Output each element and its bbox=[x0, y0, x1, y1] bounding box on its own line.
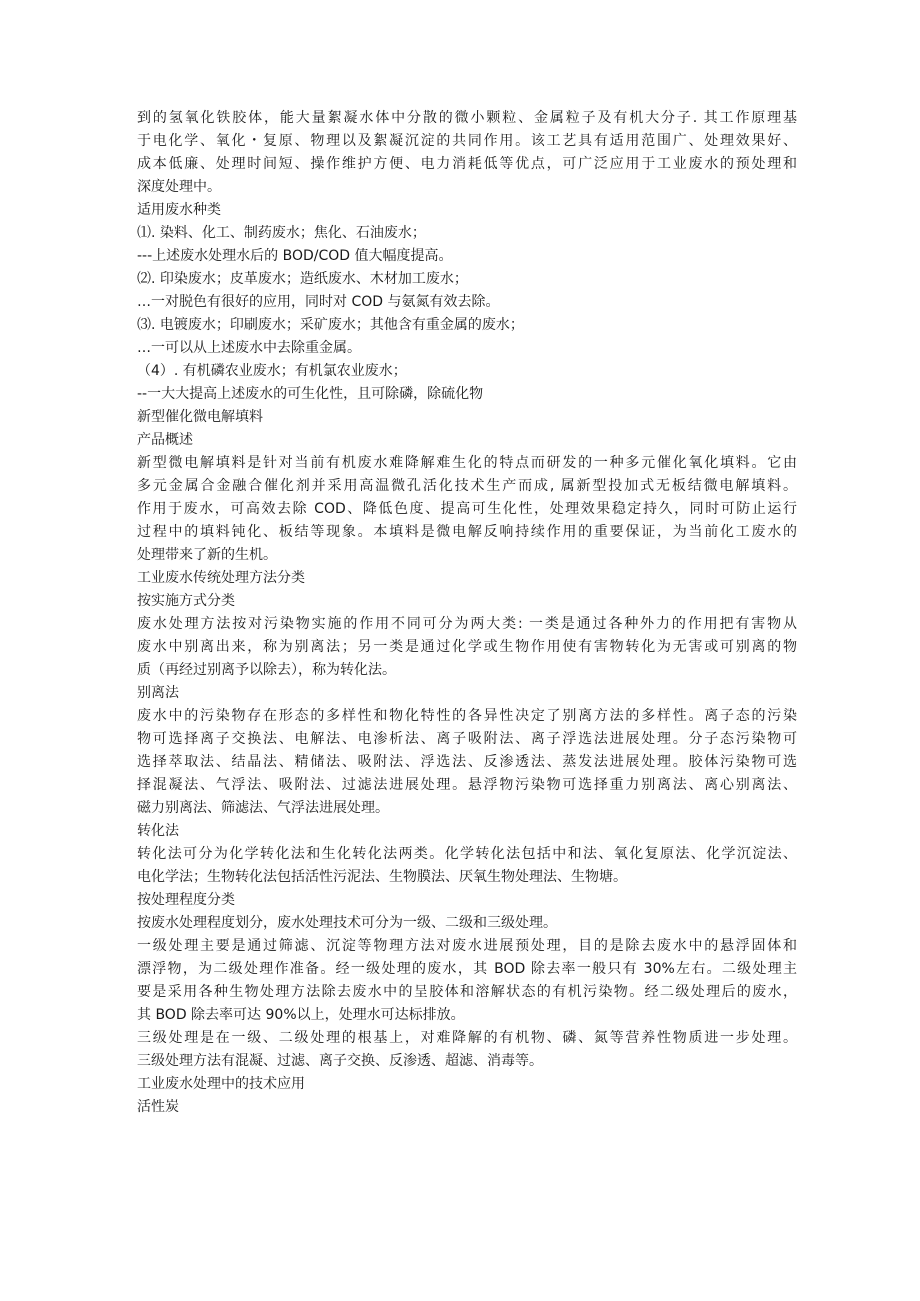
section-heading: 新型催化微电解填料 bbox=[137, 409, 263, 425]
paragraph-line: 成本低廉、处理时间短、操作维护方便、电力消耗低等优点，可广泛应用于工业废水的预处理和 bbox=[137, 156, 797, 172]
paragraph-line: 过程中的填料钝化、板结等现象。本填料是微电解反响持续作用的重要保证，为当前化工废水的 bbox=[137, 524, 797, 540]
section-heading: 产品概述 bbox=[137, 432, 193, 448]
paragraph-line: 处理带来了新的生机。 bbox=[137, 547, 277, 563]
list-item: ⑵. 印染废水；皮革废水；造纸废水、木材加工废水； bbox=[137, 271, 468, 287]
section-heading: 适用废水种类 bbox=[137, 202, 221, 218]
paragraph-line: 到的氢氧化铁胶体，能大量絮凝水体中分散的微小颗粒、金属粒子及有机大分子. 其工作原理基 bbox=[137, 110, 797, 126]
paragraph-line: 废水中别离出来，称为别离法；另一类是通过化学或生物作用使有害物转化为无害或可别离的物 bbox=[137, 639, 797, 655]
section-heading: 别离法 bbox=[137, 685, 179, 701]
paragraph-line: 择混凝法、气浮法、吸附法、过滤法进展处理。悬浮物污染物可选择重力别离法、离心别离法、 bbox=[137, 777, 797, 793]
paragraph-line: 作用于废水，可高效去除 COD、降低色度、提高可生化性，处理效果稳定持久，同时可防止运行 bbox=[137, 501, 797, 517]
paragraph-line: 废水处理方法按对污染物实施的作用不同可分为两大类: 一类是通过各种外力的作用把有害物从 bbox=[137, 616, 797, 632]
paragraph-line: 其 BOD 除去率可达 90%以上，处理水可达标排放。 bbox=[137, 1007, 465, 1023]
paragraph-line: 选择萃取法、结晶法、精储法、吸附法、浮选法、反渗透法、蒸发法进展处理。胶体污染物可选 bbox=[137, 754, 797, 770]
list-item-note: …一对脱色有很好的应用，同时对 COD 与氨氮有效去除。 bbox=[137, 294, 500, 310]
paragraph-line: 按废水处理程度划分，废水处理技术可分为一级、二级和三级处理。 bbox=[137, 915, 557, 931]
paragraph-line: 一级处理主要是通过筛滤、沉淀等物理方法对废水进展预处理，目的是除去废水中的悬浮固体和 bbox=[137, 938, 797, 954]
list-item-note: ---上述废水处理水后的 BOD/COD 值大幅度提高。 bbox=[137, 248, 453, 264]
paragraph-line: 深度处理中。 bbox=[137, 179, 221, 195]
list-item-note: --一大大提高上述废水的可生化性，且可除磷，除硫化物 bbox=[137, 386, 484, 402]
paragraph-line: 多元金属合金融合催化剂并采用高温微孔活化技术生产而成, 属新型投加式无板结微电解填料。 bbox=[137, 478, 797, 494]
paragraph-line: 于电化学、氧化・复原、物理以及絮凝沉淀的共同作用。该工艺具有适用范围广、处理效果好、 bbox=[137, 133, 797, 149]
section-heading: 工业废水处理中的技术应用 bbox=[137, 1076, 305, 1092]
paragraph-line: 磁力别离法、筛滤法、气浮法进展处理。 bbox=[137, 800, 389, 816]
section-heading: 活性炭 bbox=[137, 1099, 179, 1115]
section-heading: 转化法 bbox=[137, 823, 179, 839]
document-body bbox=[137, 107, 797, 1119]
paragraph-line: 物可选择离子交换法、电解法、电渗析法、离子吸附法、离子浮选法进展处理。分子态污染物可 bbox=[137, 731, 797, 747]
list-item: （4）. 有机磷农业废水；有机氯农业废水； bbox=[137, 363, 407, 379]
section-heading: 按实施方式分类 bbox=[137, 593, 235, 609]
paragraph-line: 质（再经过别离予以除去），称为转化法。 bbox=[137, 662, 396, 678]
paragraph-line: 漂浮物，为二级处理作准备。经一级处理的废水，其 BOD 除去率一般只有 30%左右。二级处理主 bbox=[137, 961, 797, 977]
paragraph-line: 废水中的污染物存在形态的多样性和物化特性的各异性决定了别离方法的多样性。离子态的污染 bbox=[137, 708, 797, 724]
paragraph-line: 电化学法；生物转化法包括活性污泥法、生物膜法、厌氧生物处理法、生物塘。 bbox=[137, 869, 627, 885]
section-heading: 按处理程度分类 bbox=[137, 892, 235, 908]
paragraph-line: 转化法可分为化学转化法和生化转化法两类。化学转化法包括中和法、氧化复原法、化学沉淀法、 bbox=[137, 846, 797, 862]
list-item: ⑴. 染料、化工、制药废水；焦化、石油废水； bbox=[137, 225, 426, 241]
paragraph-line: 三级处理方法有混凝、过滤、离子交换、反渗透、超滤、消毒等。 bbox=[137, 1053, 543, 1069]
section-heading: 工业废水传统处理方法分类 bbox=[137, 570, 305, 586]
list-item: ⑶. 电镀废水；印刷废水；采矿废水；其他含有重金属的废水； bbox=[137, 317, 524, 333]
paragraph-line: 三级处理是在一级、二级处理的根基上，对难降解的有机物、磷、氮等营养性物质进一步处理。 bbox=[137, 1030, 797, 1046]
paragraph-line: 新型微电解填料是针对当前有机废水难降解难生化的特点而研发的一种多元催化氧化填料。它由 bbox=[137, 455, 797, 471]
paragraph-line: 要是采用各种生物处理方法除去废水中的呈胶体和溶解状态的有机污染物。经二级处理后的废水， bbox=[137, 984, 797, 1000]
list-item-note: …一可以从上述废水中去除重金属。 bbox=[137, 340, 361, 356]
